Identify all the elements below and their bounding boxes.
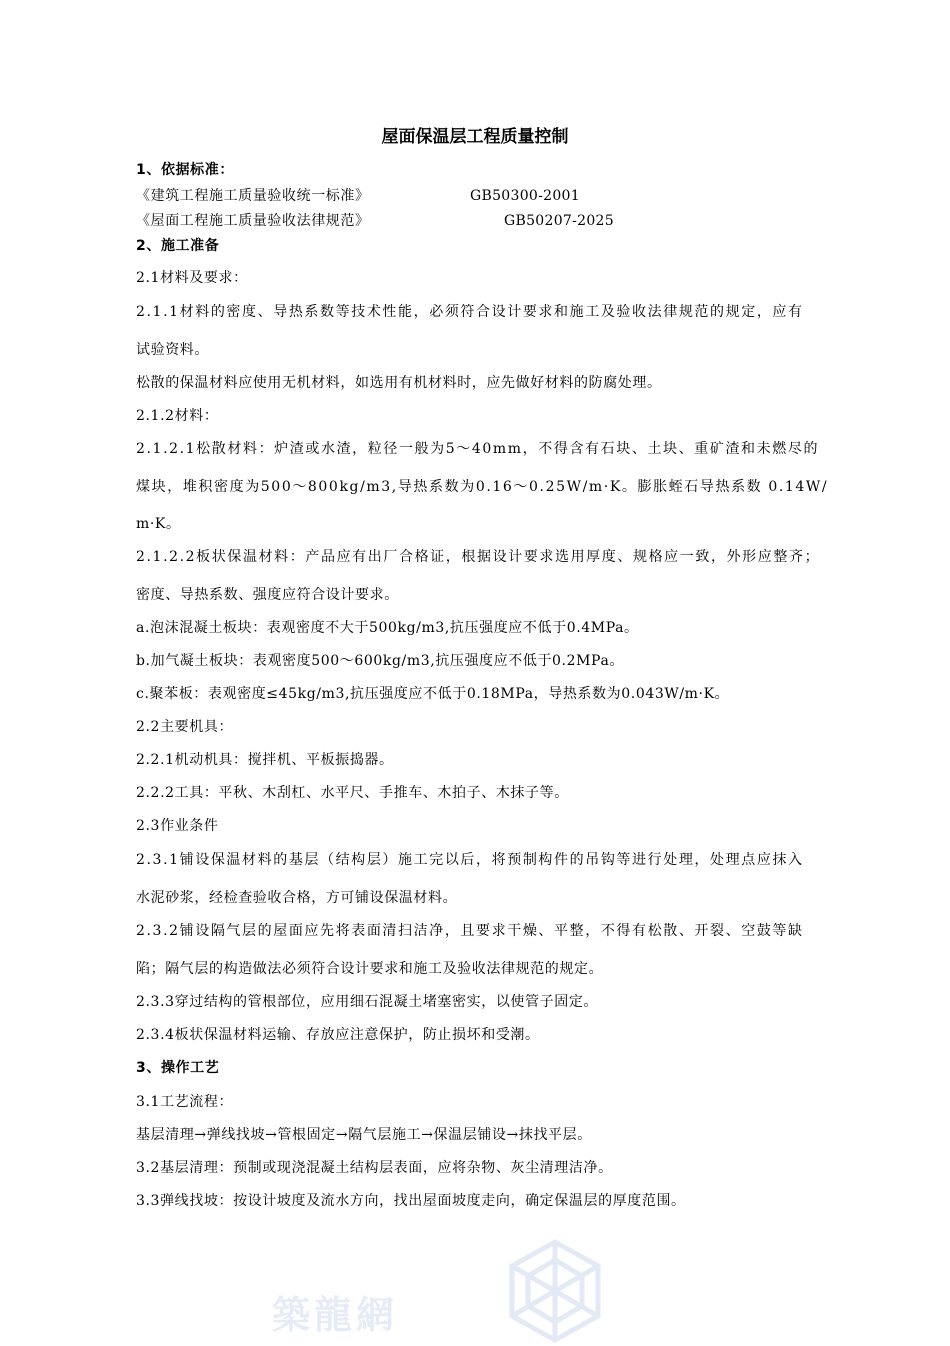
text-line: 基层清理→弹线找坡→管根固定→隔气层施工→保温层铺设→抹找平层。 xyxy=(136,1127,592,1143)
text-line: 2.1.2.2板状保温材料：产品应有出厂合格证，根据设计要求选用厚度、规格应一致，外形应整齐； xyxy=(136,549,821,565)
text-line: 密度、导热系数、强度应符合设计要求。 xyxy=(136,587,399,603)
text-line: 2.3.1铺设保温材料的基层（结构层）施工完以后，将预制构件的吊钩等进行处理，处理点应抹入 xyxy=(136,852,804,868)
text-line: 松散的保温材料应使用无机材料，如选用有机材料时，应先做好材料的防腐处理。 xyxy=(136,375,662,391)
text-line: 2.1.2.1松散材料：炉渣或水渣，粒径一般为5～40mm，不得含有石块、土块、重矿渣和未燃尽的 xyxy=(136,441,820,457)
text-line: 3.3弹线找坡：按设计坡度及流水方向，找出屋面坡度走向，确定保温层的厚度范围。 xyxy=(136,1193,686,1209)
text-line: b.加气凝土板块：表观密度500～600kg/m3,抗压强度应不低于0.2MPa。 xyxy=(136,653,624,669)
document-title: 屋面保温层工程质量控制 xyxy=(381,127,569,147)
text-line: 《屋面工程施工质量验收法律规范》 xyxy=(136,213,370,229)
text-line: 2.2.2工具：平秋、木刮杠、水平尺、手推车、木拍子、木抹子等。 xyxy=(136,785,569,801)
text-line: 水泥砂浆，经检查验收合格，方可铺设保温材料。 xyxy=(136,890,458,906)
standard-code: GB50207-2025 xyxy=(504,213,614,229)
section-heading: 3、操作工艺 xyxy=(136,1060,220,1076)
watermark-text: 築龍網 xyxy=(272,1292,399,1337)
text-line: a.泡沫混凝土板块：表观密度不大于500kg/m3,抗压强度应不低于0.4MPa。 xyxy=(136,620,639,636)
text-line: 《建筑工程施工质量验收统一标准》 xyxy=(136,188,370,204)
text-line: 3.1工艺流程： xyxy=(136,1094,234,1110)
text-line: 2.3作业条件 xyxy=(136,818,219,834)
text-line: 试验资料。 xyxy=(136,342,209,358)
text-line: 2.3.4板状保温材料运输、存放应注意保护，防止损坏和受潮。 xyxy=(136,1027,540,1043)
standard-code: GB50300-2001 xyxy=(470,188,580,204)
text-line: 2.2.1机动机具：搅拌机、平板振捣器。 xyxy=(136,752,394,768)
watermark-logo-icon xyxy=(500,1236,610,1346)
section-heading: 1、依据标准： xyxy=(136,162,234,178)
text-line: 2.3.3穿过结构的管根部位，应用细石混凝土堵塞密实，以使管子固定。 xyxy=(136,994,599,1010)
text-line: 2.3.2铺设隔气层的屋面应先将表面清扫洁净，且要求干燥、平整，不得有松散、开裂、空鼓等缺 xyxy=(136,923,804,939)
section-heading: 2、施工准备 xyxy=(136,238,220,254)
text-line: 煤块，堆积密度为500～800kg/m3,导热系数为0.16～0.25W/m·K。膨胀蛭石导热系数 0.14W/ xyxy=(136,479,829,495)
text-line: m·K。 xyxy=(136,516,181,532)
text-line: 2.2主要机具： xyxy=(136,719,234,735)
text-line: c.聚苯板：表观密度≤45kg/m3,抗压强度应不低于0.18MPa，导热系数为0.043W/m·K。 xyxy=(136,686,730,702)
text-line: 陷；隔气层的构造做法必须符合设计要求和施工及验收法律规范的规定。 xyxy=(136,961,604,977)
text-line: 2.1.1材料的密度、导热系数等技术性能，必须符合设计要求和施工及验收法律规范的规定，应有 xyxy=(136,304,804,320)
text-line: 2.1材料及要求： xyxy=(136,270,248,286)
text-line: 2.1.2材料： xyxy=(136,408,219,424)
text-line: 3.2基层清理：预制或现浇混凝土结构层表面，应将杂物、灰尘清理洁净。 xyxy=(136,1160,613,1176)
